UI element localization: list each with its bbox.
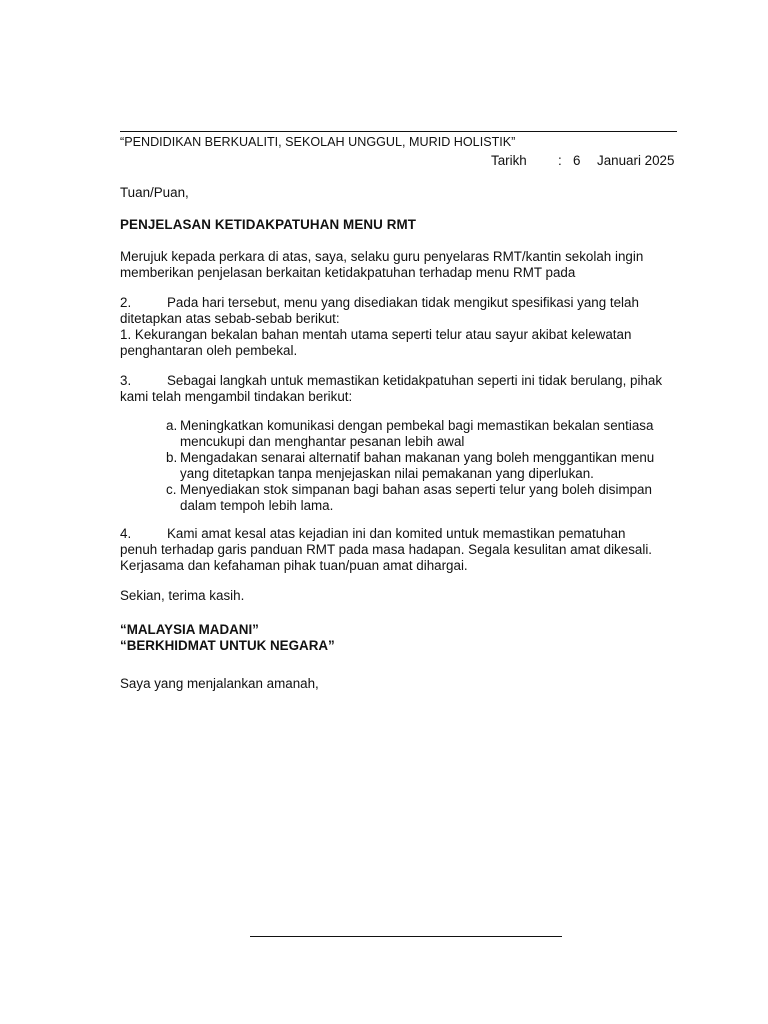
intro-paragraph bbox=[120, 249, 695, 281]
list-item bbox=[166, 450, 696, 482]
paragraph-text: Sebagai langkah untuk memastikan ketidakpatuhan seperti ini tidak berulang, pihak bbox=[167, 373, 663, 388]
school-motto: “PENDIDIKAN BERKUALITI, SEKOLAH UNGGUL, MURID HOLISTIK” bbox=[120, 135, 516, 149]
paragraph-line: penghantaran oleh pembekal. bbox=[120, 343, 298, 358]
date-separator: : bbox=[558, 153, 562, 168]
paragraph-number: 2. bbox=[120, 295, 132, 310]
slogan-malaysia-madani: “MALAYSIA MADANI” bbox=[120, 622, 259, 637]
list-item-text: Meningkatkan komunikasi dengan pembekal bagi memastikan bekalan sentiasa bbox=[180, 418, 654, 433]
paragraph-line: penuh terhadap garis panduan RMT pada masa hadapan. Segala kesulitan amat dikesali. bbox=[120, 542, 653, 557]
date-month-year: Januari 2025 bbox=[597, 153, 675, 168]
list-marker: b. bbox=[166, 450, 178, 465]
paragraph-3 bbox=[120, 373, 695, 405]
list-item bbox=[166, 418, 696, 450]
letter-subject: PENJELASAN KETIDAKPATUHAN MENU RMT bbox=[120, 217, 417, 232]
paragraph-3-first-line bbox=[120, 373, 695, 389]
paragraph-4-first-line bbox=[120, 526, 695, 542]
paragraph-2 bbox=[120, 295, 695, 359]
intro-line: memberikan penjelasan berkaitan ketidakpatuhan terhadap menu RMT pada bbox=[120, 265, 576, 280]
list-marker: c. bbox=[166, 482, 177, 497]
paragraph-line: kami telah mengambil tindakan berikut: bbox=[120, 389, 353, 404]
paragraph-number: 4. bbox=[120, 526, 132, 541]
paragraph-2-first-line bbox=[120, 295, 695, 311]
slogan-berkhidmat: “BERKHIDMAT UNTUK NEGARA” bbox=[120, 638, 335, 653]
date-day: 6 bbox=[573, 153, 581, 168]
paragraph-line: Kerjasama dan kefahaman pihak tuan/puan amat dihargai. bbox=[120, 558, 468, 573]
list-marker: a. bbox=[166, 418, 178, 433]
paragraph-line: ditetapkan atas sebab-sebab berikut: bbox=[120, 311, 340, 326]
paragraph-line: 1. Kekurangan bekalan bahan mentah utama seperti telur atau sayur akibat kelewatan bbox=[120, 327, 632, 342]
paragraph-text: Pada hari tersebut, menu yang disediakan tidak mengikut spesifikasi yang telah bbox=[167, 295, 639, 310]
header-divider bbox=[120, 131, 677, 132]
list-item bbox=[166, 482, 696, 514]
paragraph-number: 3. bbox=[120, 373, 132, 388]
paragraph-text: Kami amat kesal atas kejadian ini dan komited untuk memastikan pematuhan bbox=[167, 526, 626, 541]
list-item-text: Mengadakan senarai alternatif bahan makanan yang boleh menggantikan menu bbox=[180, 450, 655, 465]
intro-line: Merujuk kepada perkara di atas, saya, selaku guru penyelaras RMT/kantin sekolah ingin bbox=[120, 249, 644, 264]
list-item-text: Menyediakan stok simpanan bagi bahan asas seperti telur yang boleh disimpan bbox=[180, 482, 652, 497]
paragraph-4 bbox=[120, 526, 695, 574]
signature-line bbox=[250, 936, 562, 937]
closing-line: Sekian, terima kasih. bbox=[120, 588, 245, 603]
signoff: Saya yang menjalankan amanah, bbox=[120, 676, 319, 691]
list-item-text: yang ditetapkan tanpa menjejaskan nilai pemakanan yang diperlukan. bbox=[180, 466, 594, 481]
date-label: Tarikh bbox=[491, 153, 527, 168]
list-item-text: mencukupi dan menghantar pesanan lebih awal bbox=[180, 434, 465, 449]
list-item-text: dalam tempoh lebih lama. bbox=[180, 498, 334, 513]
salutation: Tuan/Puan, bbox=[120, 185, 189, 200]
action-list bbox=[166, 418, 696, 514]
